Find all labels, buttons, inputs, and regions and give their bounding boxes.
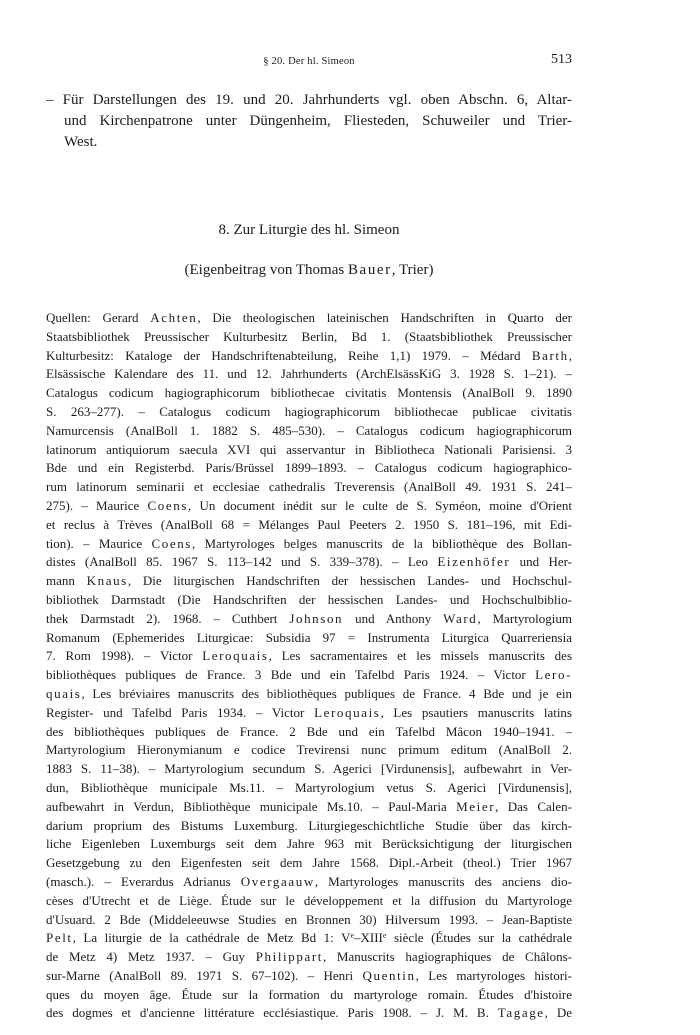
sources-bibliography	[46, 309, 572, 1023]
bibliography-line: Staatsbibliothek Preussischer Kulturbesitz Berlin, Bd 1. (Staatsbibliothek Preussischer	[46, 328, 572, 344]
running-head	[46, 50, 572, 74]
bibliography-line: thek Darmstadt 2). 1968. – Cuthbert Johnson und Anthony Ward, Martyrologium	[46, 610, 573, 626]
bibliography-line: aufbewahrt in Verdun, Bibliothèque municipale Ms.10. – Paul-Maria Meier, Das Calen-	[46, 798, 572, 814]
author-name: Quentin	[362, 967, 416, 983]
author-name: Tagage	[497, 1005, 545, 1021]
author-name: Coens	[151, 535, 192, 551]
bibliography-line: rum latinorum seminarii et ecclesiae cathedralis Treverensis (AnalBoll 49. 1931 S. 241–	[46, 479, 572, 495]
bibliography-line: d'Usuard. 2 Bde (Middeleeuwse Studies en Bronnen 30) Hilversum 1993. – Jean-Baptiste	[46, 911, 572, 927]
page-number: 513	[551, 52, 572, 67]
bibliography-line: de Metz 4) Metz 1937. – Guy Philippart, Manuscrits hagiographiques de Châlons-	[46, 949, 572, 965]
author-name: Overgaauw	[240, 873, 315, 889]
bibliography-line: distes (AnalBoll 85. 1967 S. 113–142 und S. 339–378). – Leo Eizenhöfer und Her-	[46, 554, 572, 570]
contribution-prefix: (Eigenbeitrag von Thomas	[184, 262, 345, 278]
author-name: Leroquais	[202, 648, 269, 664]
bibliography-line: bibliothèques publiques de France. 3 Bde und ein Tafelbd Paris 1924. – Victor Lero-	[46, 667, 572, 683]
author-name: Coens	[147, 497, 189, 513]
bibliography-line: 7. Rom 1998). – Victor Leroquais, Les sacramentaires et les missels manuscrits des	[46, 648, 573, 664]
bibliography-line: darium proprium des Bistums Luxemburg. Liturgiegeschichtliche Studie über das kirch-	[46, 817, 572, 833]
bibliography-line: Pelt, La liturgie de la cathédrale de Metz Bd 1: Ve–XIIIe siècle (Études sur la cathédrale	[46, 930, 572, 946]
author-name: Leroquais	[314, 704, 381, 720]
bibliography-line: mann Knaus, Die liturgischen Handschriften der hessischen Landes- und Hochschul-	[46, 573, 573, 589]
bibliography-line: des dogmes et d'ancienne littérature ecclésiastique. Paris 1908. – J. M. B. Tagage, De	[46, 1005, 572, 1021]
contribution-author: Bauer	[347, 262, 392, 278]
bibliography-line: Register- und Tafelbd Paris 1934. – Victor Leroquais, Les psautiers manuscrits latins	[46, 704, 572, 720]
bibliography-line: quais, Les bréviaires manuscrits des bibliothèques publiques de France. 4 Bde und je ein	[46, 685, 572, 701]
author-name: Knaus	[86, 573, 128, 589]
author-name: Lero-	[535, 667, 572, 683]
author-name: Meier	[456, 798, 496, 814]
bibliography-line: sur-Marne (AnalBoll 89. 1971 S. 67–102). – Henri Quentin, Les martyrologes histori-	[46, 967, 572, 983]
bibliography-line: dun, Bibliothèque municipale Ms.11. – Martyrologium vetus S. Agerici [Virdunensis],	[46, 779, 572, 795]
bibliography-line: tion). – Maurice Coens, Martyrologes belges manuscrits de la bibliothèque des Bollan-	[46, 535, 572, 551]
intro-line: West.	[64, 134, 98, 150]
bibliography-line: latinorum antiquiorum saecula XVI qui asservantur in Bibliotheca Nationali Parisiensi. 3	[46, 441, 572, 457]
author-name: Achten	[150, 310, 198, 325]
author-name: Barth	[531, 347, 569, 363]
bibliography-line: et reclus à Trèves (AnalBoll 68 = Mélanges Paul Peeters 2. 1950 S. 181–196, mit Edi-	[46, 516, 572, 532]
section-heading: 8. Zur Liturgie des hl. Simeon	[218, 222, 400, 238]
bibliography-line: ques du moyen âge. Étude sur la formation du martyrologe romain. Études d'histoire	[46, 986, 572, 1002]
author-name: Johnson	[289, 610, 344, 626]
author-name: Ward	[443, 610, 478, 626]
bibliography-line: S. 263–277). – Catalogus codicum hagiographicorum bibliothecae publicae civitatis	[46, 403, 572, 419]
bibliography-line: (masch.). – Everardus Adrianus Overgaauw, Martyrologes manuscrits des anciens dio-	[46, 873, 572, 889]
bibliography-line: Gesetzgebung zu den Eigenfesten seit dem Jahre 1568. Dipl.-Arbeit (theol.) Trier 1967	[46, 855, 572, 871]
intro-line: – Für Darstellungen des 19. und 20. Jahrhunderts vgl. oben Abschn. 6, Altar-	[46, 92, 572, 108]
bibliography-line: Bde und ein Registerbd. Paris/Brüssel 1899–1893. – Catalogus codicum hagiographico-	[46, 460, 572, 476]
bibliography-line: Namurcensis (AnalBoll 1. 1882 S. 485–530). – Catalogus codicum hagiographicorum	[46, 422, 572, 438]
intro-line: und Kirchenpatrone unter Düngenheim, Fliesteden, Schuweiler und Trier-	[64, 113, 572, 129]
bibliography-line: Kulturbesitz: Kataloge der Handschriftenabteilung, Reihe 1,1) 1979. – Médard Barth,	[46, 347, 572, 363]
bibliography-line: 275). – Maurice Coens, Un document inédit sur le culte de S. Syméon, moine d'Orient	[46, 497, 572, 513]
bibliography-line: Martyrologium Hieronymianum e codice Trevirensi nunc primum editum (AnalBoll 2.	[46, 742, 572, 758]
bibliography-line: Quellen: Gerard Achten, Die theologischen lateinischen Handschriften in Quarto der	[46, 310, 572, 325]
bibliography-line: Romanum (Ephemerides Liturgicae: Subsidia 97 = Instrumenta Liturgica Quarreriensia	[46, 629, 572, 645]
bibliography-line: bibliothek Darmstadt (Die Handschriften der hessischen Landes- und Hochschulbiblio-	[46, 591, 572, 607]
bibliography-line: Catalogus codicum hagiographicorum bibliothecae civitatis Montensis (AnalBoll 9. 1890	[46, 385, 572, 401]
contribution-note	[46, 262, 572, 279]
bibliography-line: 1883 S. 11–38). – Martyrologium secundum S. Agerici [Virdunensis], aufbewahrt in Ver-	[46, 761, 572, 777]
bibliography-line: Elsässische Kalendare des 11. und 12. Jahrhunderts (ArchElsässKiG 3. 1928 S. 1–21). –	[46, 366, 572, 382]
author-name: Philippart	[255, 949, 323, 965]
bibliography-line: cèses d'Utrecht et de Liège. Étude sur le développement et la diffusion du Martyrologe	[46, 892, 572, 908]
bibliography-line: des bibliothèques publiques de France. 2 Bde und ein Tafelbd Mâcon 1940–1941. –	[46, 723, 572, 739]
bibliography-line: liche Eigenleben Luxemburgs seit dem Jahre 963 mit Berücksichtigung der liturgischen	[46, 836, 572, 852]
author-name: Eizenhöfer	[437, 554, 511, 570]
author-name: quais	[46, 685, 82, 701]
intro-paragraph	[46, 90, 572, 153]
author-name: Pelt	[46, 930, 73, 946]
running-head-title: § 20. Der hl. Simeon	[263, 56, 355, 67]
contribution-suffix: , Trier)	[391, 262, 434, 278]
